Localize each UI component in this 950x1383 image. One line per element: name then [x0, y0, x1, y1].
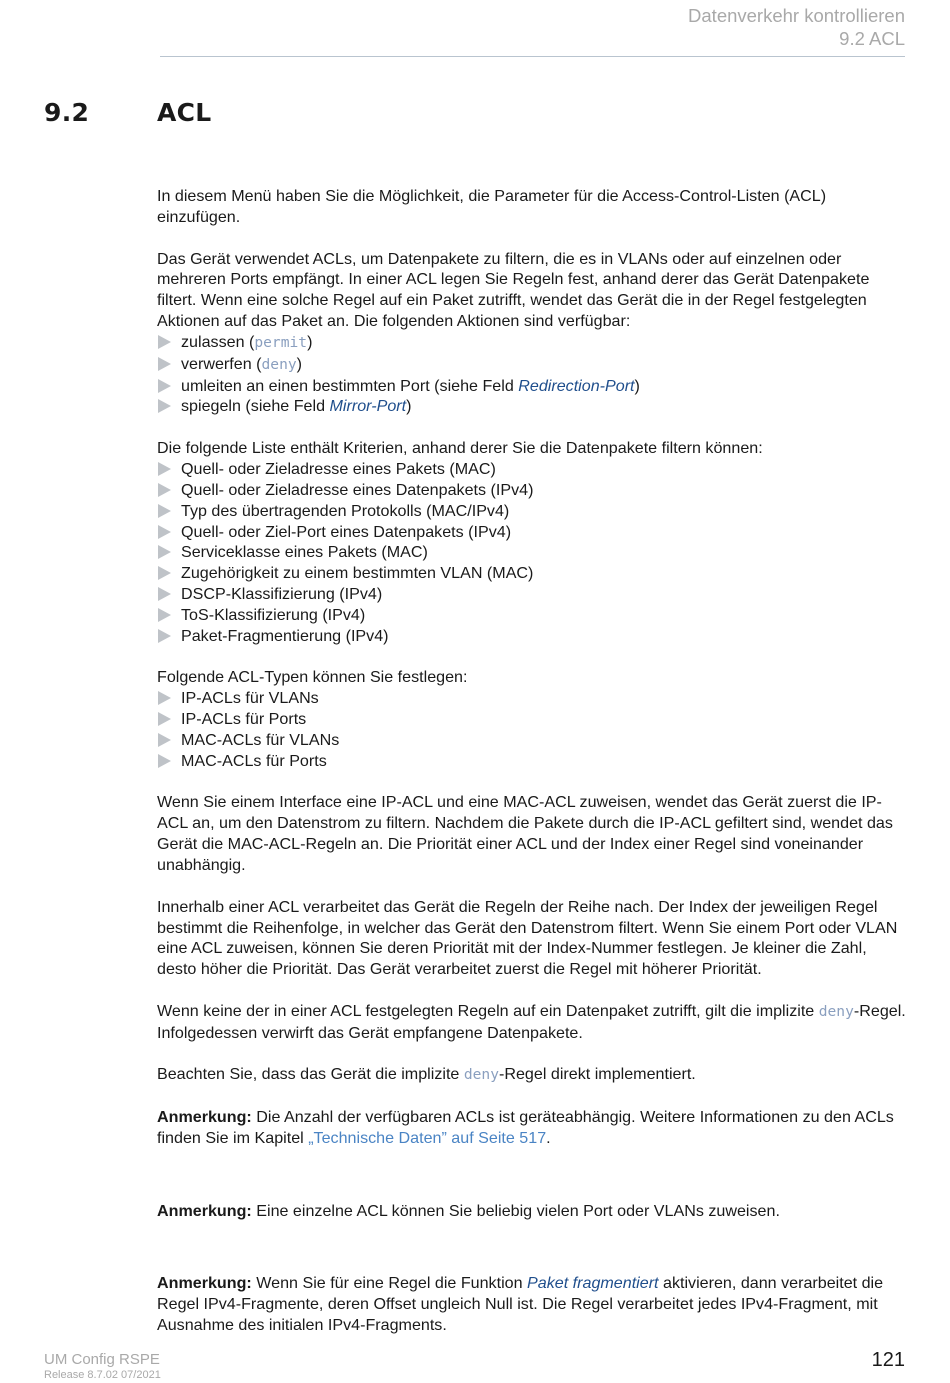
acl-description-paragraph: Das Gerät verwendet ACLs, um Datenpakete zu filtern, die es in VLANs oder auf einzelnen oder mehreren Ports empfängt. In einer ACL legen Sie Regeln fest, anhand derer das Gerät Datenpakete filtert. Wenn eine solche Regel auf ein Paket zutrifft, wendet das Gerät die in der Regel festgelegten Aktionen auf das Paket an. Die folgenden Aktionen sind verfügbar:	[157, 249, 870, 331]
intro-paragraph: In diesem Menü haben Sie die Möglichkeit, die Parameter für die Access-Control-Listen (ACL) einzufügen.	[157, 187, 827, 226]
footer-release: Release 8.7.02 07/2021	[44, 1369, 161, 1381]
note-label: Anmerkung:	[157, 1201, 252, 1220]
header-chapter: Datenverkehr kontrollieren	[688, 5, 905, 26]
rule-order-paragraph: Innerhalb einer ACL verarbeitet das Gerät die Regeln der Reihe nach. Der Index der jeweiligen Regel bestimmt die Reihenfolge, in welcher das Gerät den Datenstrom filtert. Wenn Sie einem Port oder VLAN eine ACL zuweisen, können Sie deren Priorität mit der Index-Nummer festlegen. Je kleiner die Zahl, desto höher die Priorität. Das Gerät verarbeitet zuerst die Regel mit höherer Priorität.	[157, 897, 898, 979]
implicit-deny-paragraph: Wenn keine der in einer ACL festgelegten Regeln auf ein Datenpaket zutrifft, gilt die implizite deny-Regel. Infolgedessen verwirft das Gerät empfangene Datenpakete.	[157, 1001, 906, 1042]
criteria-list	[157, 459, 907, 647]
list-item: Typ des übertragenden Protokolls (MAC/IPv4)	[157, 501, 907, 522]
list-item: Quell- oder Zieladresse eines Pakets (MAC)	[157, 459, 907, 480]
bullet-triangle-icon	[158, 629, 171, 643]
bullet-triangle-icon	[158, 691, 171, 705]
page-number: 121	[871, 1349, 905, 1371]
bullet-triangle-icon	[158, 504, 171, 518]
types-intro: Folgende ACL-Typen können Sie festlegen:	[157, 668, 468, 687]
list-item: Paket-Fragmentierung (IPv4)	[157, 626, 907, 647]
list-item: Serviceklasse eines Pakets (MAC)	[157, 542, 907, 563]
field-mirror-port: Mirror-Port	[329, 397, 407, 416]
bullet-triangle-icon	[158, 608, 171, 622]
header-section: 9.2 ACL	[839, 28, 905, 49]
footer-document-info	[44, 1351, 161, 1382]
footer-doc-title: UM Config RSPE	[44, 1351, 160, 1368]
bullet-triangle-icon	[158, 733, 171, 747]
code-permit: permit	[254, 333, 308, 351]
code-deny: deny	[818, 1002, 854, 1020]
interface-paragraph: Wenn Sie einem Interface eine IP-ACL und eine MAC-ACL zuweisen, wendet das Gerät zuerst die IP-ACL an, um den Datenstrom zu filtern. Nachdem die Pakete durch die IP-ACL gefiltert sind, wendet das Gerät die MAC-ACL-Regeln an. Die Priorität einer ACL und der Index einer Regel sind voneinander unabhängig.	[157, 793, 893, 874]
bullet-triangle-icon	[158, 462, 171, 476]
bullet-triangle-icon	[158, 712, 171, 726]
list-item: Quell- oder Ziel-Port eines Datenpakets (IPv4)	[157, 522, 907, 543]
acl-types-list	[157, 688, 907, 771]
code-deny: deny	[463, 1066, 499, 1084]
list-item: IP-ACLs für Ports	[157, 709, 907, 730]
bullet-triangle-icon	[158, 483, 171, 497]
field-paket-fragmentiert: Paket fragmentiert	[527, 1274, 659, 1293]
bullet-triangle-icon	[158, 587, 171, 601]
bullet-triangle-icon	[158, 566, 171, 580]
code-deny: deny	[261, 355, 297, 373]
list-item: MAC-ACLs für VLANs	[157, 730, 907, 751]
list-item: Zugehörigkeit zu einem bestimmten VLAN (MAC)	[157, 563, 907, 584]
technical-data-link[interactable]: „Technische Daten” auf Seite 517	[308, 1128, 547, 1147]
note-label: Anmerkung:	[157, 1108, 252, 1127]
bullet-triangle-icon	[158, 525, 171, 539]
list-item: Quell- oder Zieladresse eines Datenpakets (IPv4)	[157, 480, 907, 501]
list-item: MAC-ACLs für Ports	[157, 751, 907, 772]
note-acl-count: Anmerkung: Die Anzahl der verfügbaren ACLs ist geräteabhängig. Weitere Informationen zu den ACLs finden Sie im Kapitel „Technische Daten” auf Seite 517.	[157, 1108, 894, 1147]
bullet-triangle-icon	[158, 754, 171, 768]
note-fragments: Anmerkung: Wenn Sie für eine Regel die Funktion Paket fragmentiert aktivieren, dann verarbeitet die Regel IPv4-Fragmente, deren Offset ungleich Null ist. Die Regel verarbeitet jedes IPv4-Fragment, mit Ausnahme des initialen IPv4-Fragments.	[157, 1274, 884, 1335]
list-item: zulassen (permit)	[157, 332, 907, 354]
list-item: ToS-Klassifizierung (IPv4)	[157, 605, 907, 626]
list-item: spiegeln (siehe Feld Mirror-Port)	[157, 396, 907, 417]
running-header	[688, 4, 905, 50]
actions-list	[157, 332, 907, 417]
bullet-triangle-icon	[158, 545, 171, 559]
criteria-intro: Die folgende Liste enthält Kriterien, anhand derer Sie die Datenpakete filtern können:	[157, 439, 763, 458]
section-title: ACL	[157, 98, 212, 127]
bullet-triangle-icon	[158, 379, 171, 393]
note-acl-assignment: Anmerkung: Eine einzelne ACL können Sie beliebig vielen Port oder VLANs zuweisen.	[157, 1201, 780, 1220]
note-label: Anmerkung:	[157, 1274, 252, 1293]
main-content	[157, 186, 907, 1357]
list-item: IP-ACLs für VLANs	[157, 688, 907, 709]
bullet-triangle-icon	[158, 399, 171, 413]
header-divider	[160, 56, 905, 57]
list-item: DSCP-Klassifizierung (IPv4)	[157, 584, 907, 605]
section-number: 9.2	[44, 98, 90, 127]
note-spacer	[157, 1170, 907, 1201]
bullet-triangle-icon	[158, 357, 171, 371]
bullet-triangle-icon	[158, 335, 171, 349]
list-item: umleiten an einen bestimmten Port (siehe Feld Redirection-Port)	[157, 376, 907, 397]
note-spacer	[157, 1242, 907, 1273]
direct-deny-paragraph: Beachten Sie, dass das Gerät die implizite deny-Regel direkt implementiert.	[157, 1065, 696, 1084]
list-item: verwerfen (deny)	[157, 354, 907, 376]
field-redirection-port: Redirection-Port	[518, 376, 635, 395]
